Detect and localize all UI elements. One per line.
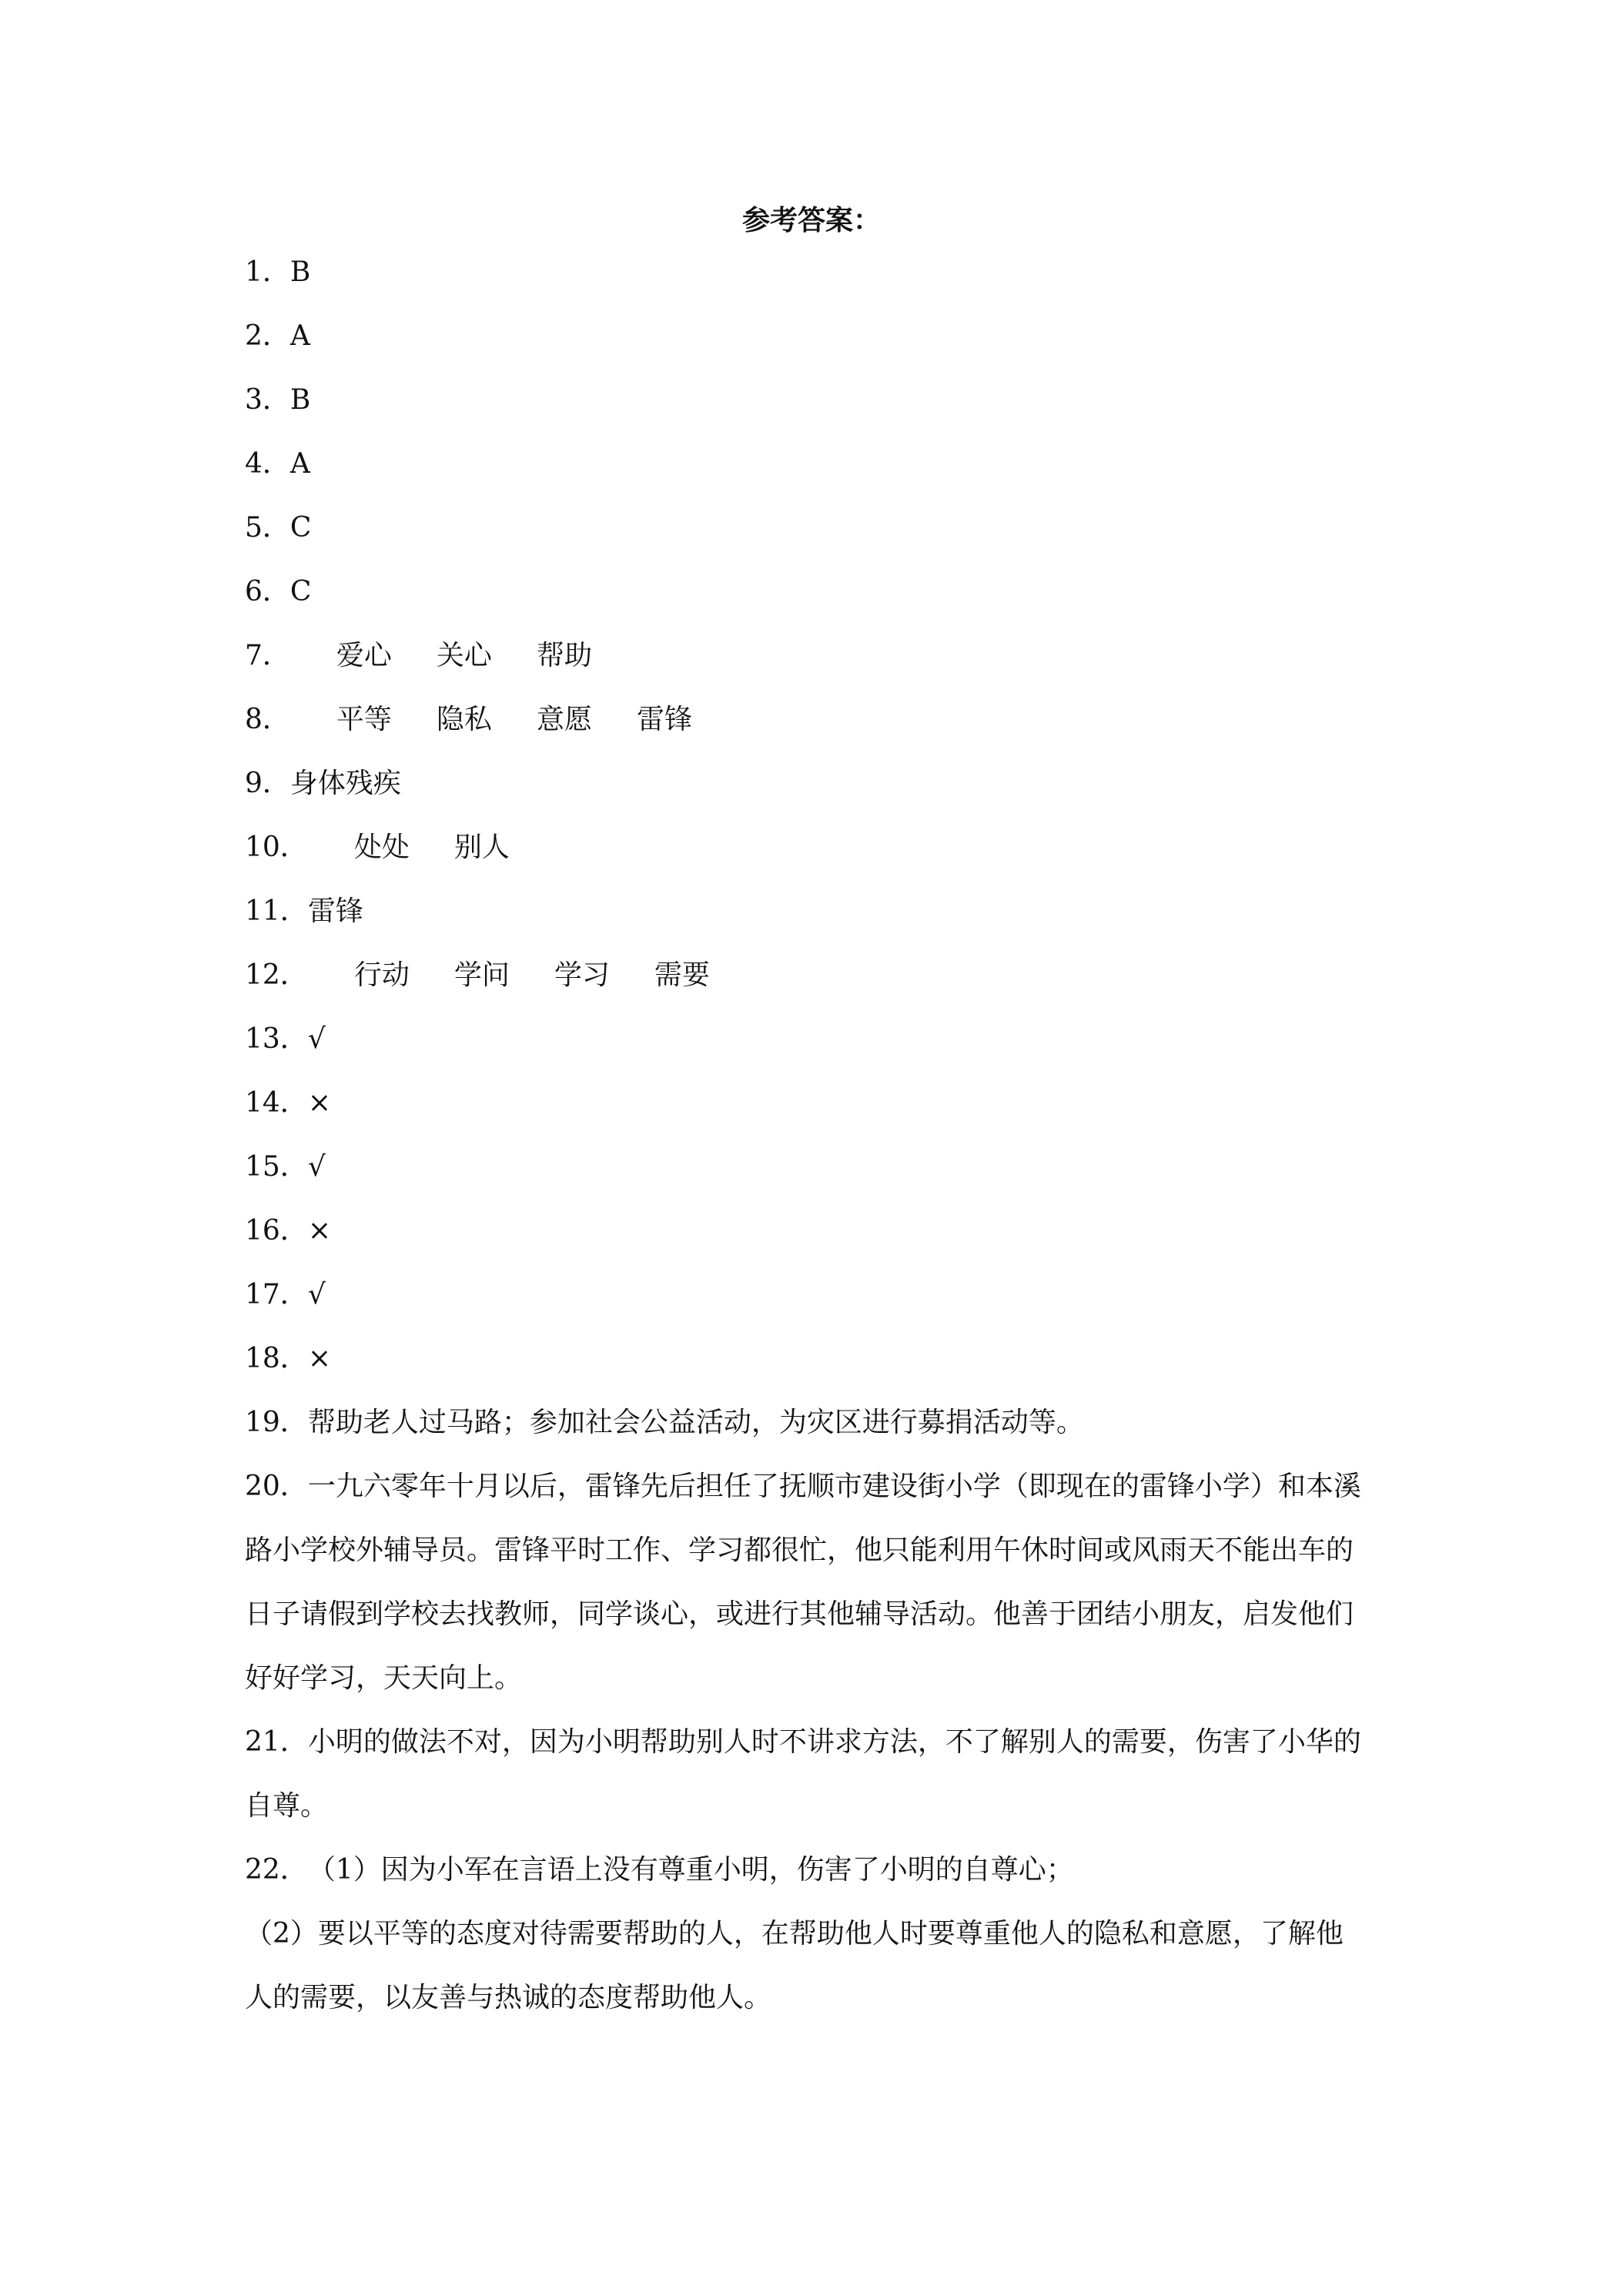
answer-22-line-2: （2）要以平等的态度对待需要帮助的人，在帮助他人时要尊重他人的隐私和意愿，了解他 — [245, 1918, 1344, 1950]
answer-number: 19． — [245, 1407, 308, 1438]
answer-text: B — [289, 384, 311, 416]
answer-21-line-2: 自尊。 — [245, 1790, 329, 1822]
answer-blank: 处处 — [353, 832, 410, 863]
answer-19 — [245, 1404, 1400, 1441]
answer-21-line-1 — [245, 1724, 1400, 1761]
answer-number: 1． — [245, 256, 290, 288]
answer-text: × — [307, 1087, 331, 1119]
answer-20-line-2: 路小学校外辅导员。雷锋平时工作、学习都很忙，他只能利用午休时间或风雨天不能出车的 — [245, 1535, 1354, 1566]
answer-number: 10． — [245, 832, 308, 863]
page-title: 参考答案： — [741, 204, 881, 236]
answer-7 — [245, 638, 1400, 674]
answer-number: 22． — [245, 1854, 308, 1886]
answer-22-line-1 — [245, 1852, 1400, 1889]
answer-text: × — [307, 1215, 331, 1247]
answer-blank: 平等 — [336, 704, 392, 735]
answer-blank: 爱心 — [336, 640, 392, 671]
answer-12 — [245, 957, 1400, 994]
answer-blank: 雷锋 — [636, 704, 692, 735]
answer-10 — [245, 829, 1400, 866]
answer-number: 4． — [245, 448, 290, 480]
answer-blank: 别人 — [453, 832, 510, 863]
answer-1 — [245, 254, 1400, 291]
answer-number: 2． — [245, 320, 290, 352]
answer-text: 一九六零年十月以后，雷锋先后担任了抚顺市建设街小学（即现在的雷锋小学）和本溪 — [307, 1471, 1361, 1502]
answer-9 — [245, 765, 1400, 802]
answer-13 — [245, 1021, 1400, 1058]
answer-number: 14． — [245, 1087, 308, 1119]
answer-text: （1）因为小军在言语上没有尊重小明，伤害了小明的自尊心； — [307, 1854, 1074, 1886]
answer-15 — [245, 1149, 1400, 1186]
answer-20-line-3: 日子请假到学校去找教师，同学谈心，或进行其他辅导活动。他善于团结小朋友，启发他们 — [245, 1598, 1354, 1630]
answer-number: 12． — [245, 959, 308, 991]
answer-blank: 需要 — [654, 959, 710, 991]
answer-17 — [245, 1277, 1400, 1314]
answer-text: × — [307, 1343, 331, 1374]
answer-number: 18． — [245, 1343, 308, 1374]
answer-blank: 关心 — [436, 640, 492, 671]
answer-blank: 隐私 — [436, 704, 492, 735]
answer-text: A — [289, 320, 310, 352]
answer-text: B — [289, 256, 311, 288]
answer-number: 13． — [245, 1023, 308, 1055]
answer-blank: 学习 — [554, 959, 610, 991]
answer-text: 帮助老人过马路；参加社会公益活动，为灾区进行募捐活动等。 — [307, 1407, 1084, 1438]
answer-5 — [245, 510, 1400, 547]
answer-text: √ — [307, 1023, 326, 1055]
answer-text: √ — [307, 1279, 326, 1310]
answer-18 — [245, 1340, 1400, 1377]
answer-number: 11． — [245, 895, 308, 927]
answer-4 — [245, 446, 1400, 483]
answer-number: 8． — [245, 704, 290, 735]
answer-number: 7． — [245, 640, 290, 671]
answer-6 — [245, 574, 1400, 611]
answer-number: 21． — [245, 1726, 308, 1758]
answer-16 — [245, 1213, 1400, 1250]
answer-2 — [245, 318, 1400, 355]
answer-3 — [245, 382, 1400, 419]
answer-text: 身体残疾 — [289, 768, 401, 799]
answer-number: 15． — [245, 1151, 308, 1183]
answer-number: 20． — [245, 1471, 308, 1502]
answer-text: 小明的做法不对，因为小明帮助别人时不讲求方法，不了解别人的需要，伤害了小华的 — [307, 1726, 1361, 1758]
answer-20-line-4: 好好学习，天天向上。 — [245, 1662, 523, 1694]
answer-blank: 意愿 — [536, 704, 592, 735]
answer-text: √ — [307, 1151, 326, 1183]
answer-11 — [245, 893, 1400, 930]
answer-number: 6． — [245, 576, 290, 607]
answer-number: 3． — [245, 384, 290, 416]
answer-20-line-1 — [245, 1468, 1400, 1505]
answer-text: C — [289, 576, 312, 607]
answer-22-line-3: 人的需要，以友善与热诚的态度帮助他人。 — [245, 1982, 772, 2013]
answer-number: 16． — [245, 1215, 308, 1247]
answer-blank: 行动 — [353, 959, 410, 991]
answer-text: C — [289, 512, 312, 544]
answer-number: 5． — [245, 512, 290, 544]
answer-14 — [245, 1085, 1400, 1122]
answer-blank: 学问 — [453, 959, 510, 991]
answer-text: 雷锋 — [307, 895, 363, 927]
answer-number: 9． — [245, 768, 290, 799]
answer-blank: 帮助 — [536, 640, 592, 671]
answer-number: 17． — [245, 1279, 308, 1310]
answer-text: A — [289, 448, 310, 480]
answer-8 — [245, 701, 1400, 738]
